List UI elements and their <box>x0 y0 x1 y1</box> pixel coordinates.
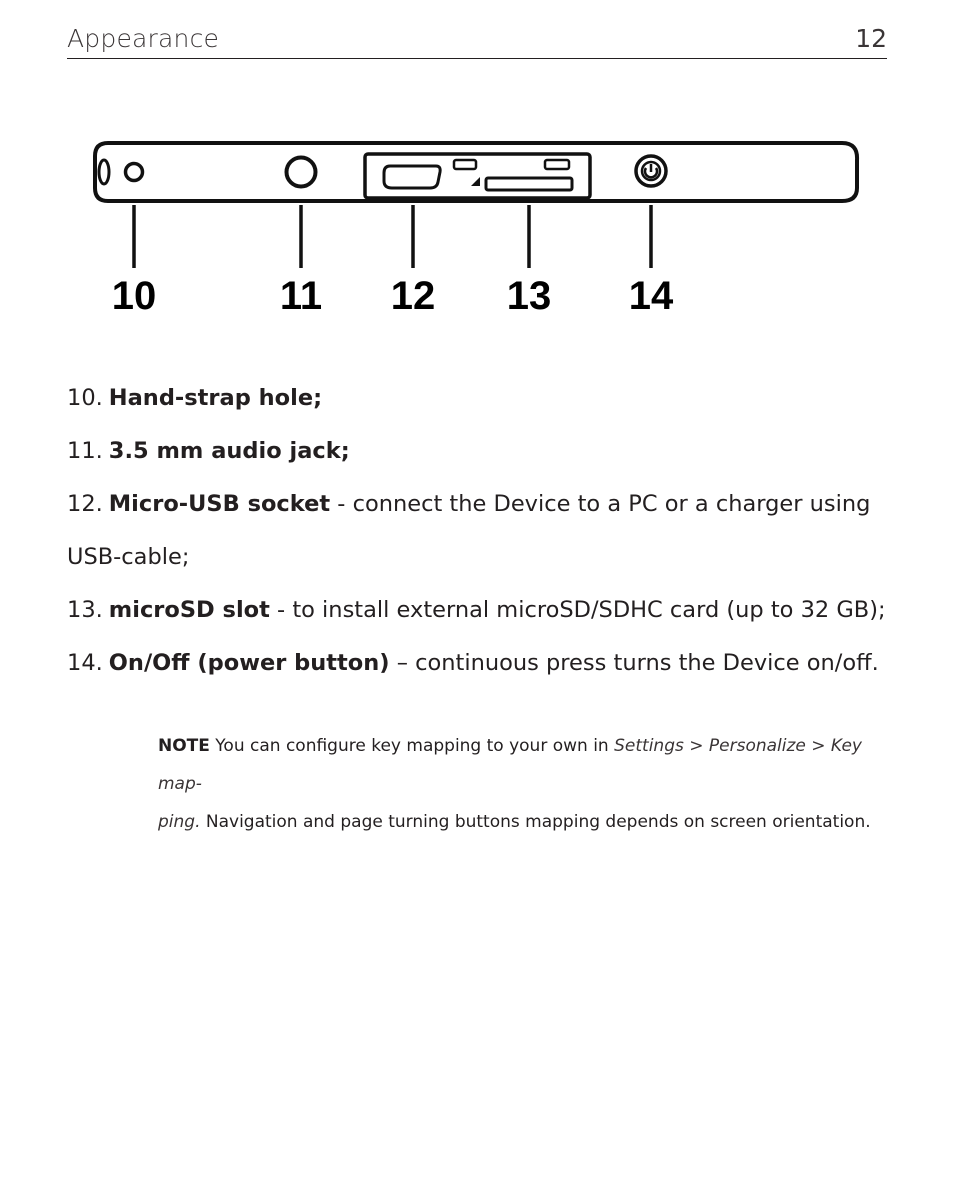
indicator-led-left <box>454 160 476 169</box>
list-item <box>67 637 887 690</box>
microsd-slot-icon <box>486 178 572 190</box>
note-line-1 <box>158 727 892 803</box>
item-description: – continuous press turns the Device on/off. <box>389 650 879 676</box>
note-text: You can configure key mapping to your own in <box>209 736 615 756</box>
item-description: USB-cable; <box>67 544 190 570</box>
item-number: 13. <box>67 597 103 623</box>
settings-path-cont: ping. <box>158 812 201 832</box>
callout-13: 13 <box>506 274 552 318</box>
hand-strap-hole-icon <box>99 160 143 184</box>
settings-path: Settings > Personalize > Key map- <box>158 736 862 794</box>
note-label: NOTE <box>158 736 210 756</box>
device-body-outline <box>95 143 857 201</box>
item-number: 10. <box>67 385 103 411</box>
callout-10: 10 <box>111 274 157 318</box>
callout-14: 14 <box>628 274 674 318</box>
item-term: Micro-USB socket <box>108 491 331 517</box>
list-item <box>67 372 887 425</box>
item-number: 14. <box>67 650 103 676</box>
item-term: Hand-strap hole; <box>108 385 323 411</box>
micro-usb-port-icon <box>384 166 440 188</box>
page-number: 12 <box>855 24 887 53</box>
list-item-continuation <box>67 531 887 584</box>
item-term: microSD slot <box>108 597 270 623</box>
audio-jack-icon <box>287 158 316 187</box>
callout-12: 12 <box>390 274 436 318</box>
power-button-icon <box>636 156 666 186</box>
list-item <box>67 425 887 478</box>
indicator-led-right <box>545 160 569 169</box>
note-text: Navigation and page turning buttons mapping depends on screen orientation. <box>200 812 871 832</box>
callout-11: 11 <box>279 274 323 318</box>
list-item <box>67 584 887 637</box>
note-block <box>158 727 892 841</box>
slot-orientation-arrow <box>471 177 480 186</box>
item-number: 11. <box>67 438 103 464</box>
item-description: - to install external microSD/SDHC card (up to 32 GB); <box>269 597 886 623</box>
item-term: On/Off (power button) <box>108 650 390 676</box>
item-number: 12. <box>67 491 103 517</box>
section-title: Appearance <box>67 24 220 53</box>
item-term: 3.5 mm audio jack; <box>108 438 350 464</box>
page-header <box>67 24 887 59</box>
list-item <box>67 478 887 531</box>
item-description: - connect the Device to a PC or a charger using <box>330 491 871 517</box>
device-bottom-edge-diagram <box>90 138 862 318</box>
note-line-2 <box>158 803 892 841</box>
port-panel <box>365 154 590 198</box>
component-list <box>67 372 887 690</box>
